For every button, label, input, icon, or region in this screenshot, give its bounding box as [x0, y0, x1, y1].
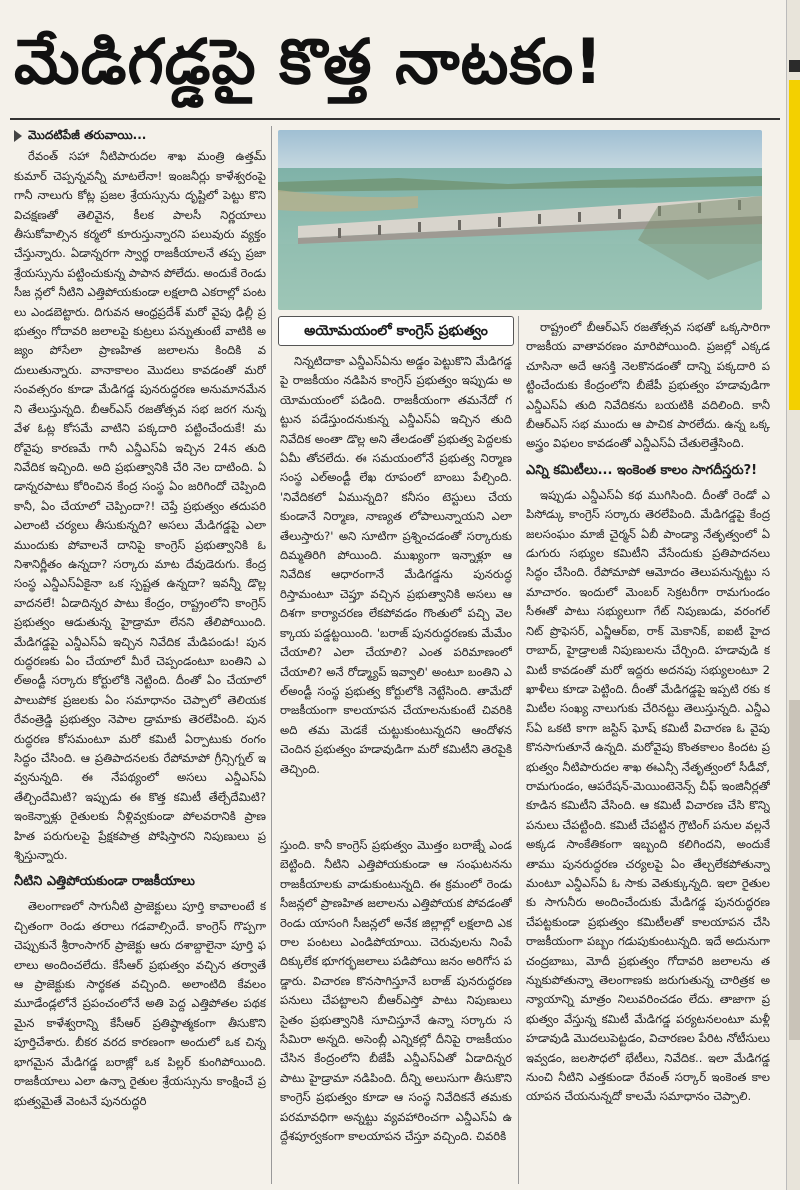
column-2-boxed-story: [280, 352, 512, 828]
subheading-committees: ఎన్ని కమిటీలు... ఇంకెంత కాలం సాగదీస్తరు?!: [526, 462, 758, 478]
column-1: [14, 126, 266, 1184]
column-3: [526, 318, 770, 1184]
jump-label: మొదటిపేజీ తరువాయి...: [28, 128, 147, 142]
headline: మేడిగడ్డపై కొత్త నాటకం!: [14, 25, 604, 98]
column-2-continued: [280, 836, 512, 1184]
barrage-image: [278, 130, 762, 310]
jump-arrow-icon: [14, 130, 22, 142]
body-paragraph: నిన్నటిదాకా ఎన్డీఎస్ఏను అడ్డం పెట్టుకొని మేడిగడ్డపై రాజకీయం నడిపిన కాంగ్రెస్ ప్రభుత్వం ఇప్పుడు అయోమయంలో పడింది. రాజకీయంగా తమనేదో గట్టున పడేస్తుందనుకున్న ఎన్డీఎస్ఏ ఇచ్చిన తుది నివేదిక అంతా డొల్ల అని తేలడంతో ప్రభుత్వ పెద్దలకు ఏమీ తోచలేదు. ఈ సమయంలోనే ప్రభుత్వ నిర్మాణ సంస్థ ఎల్అండ్టీ లేఖ రూపంలో బాంబు పేల్చింది. 'నివేదికలో ఏమున్నది? కనీసం టెస్టులు చేయకుండానే నిర్మాణ, నాణ్యత లోపాలున్నాయని ఎలా తేలుస్తారు?' అని సూటిగా ప్రశ్నించడంతో సర్కారుకు దిమ్మతిరిగి పోయింది. ముఖ్యంగా ఇన్నాళ్లూ ఆ నివేదిక ఆధారంగానే మేడిగడ్డను పునరుద్ధరిస్తామంటూ చెప్తూ వచ్చిన ప్రభుత్వానికి అసలు ఆ దిశగా కార్యాచరణ లేకపోవడం గొంతులో పచ్చి వెలక్కాయ పడ్డట్టయింది. 'బరాజ్ పునరుద్ధరణకు మేమేం చేయాలి? ఎలా చేయాలి? ఎంత పరిమాణంలో చేయాలి? అనే రోడ్మ్యాప్ ఇవ్వాలి' అంటూ బంతిని ఎల్అండ్టీ సంస్థ ప్రభుత్వ కోర్టులోకి నెట్టేసింది. తామేదో రాజకీయంగా కాలయాపన చేయాలనుకుంటే చివరికి అది తమ మెడకే చుట్టుకుంటున్నదని ఆందోళన చెందిన ప్రభుత్వం హడావుడిగా మరో కమిటీని తెరపైకి తెచ్చింది.: [280, 354, 512, 776]
body-paragraph: రాష్ట్రంలో బీఆర్ఎస్ రజతోత్సవ సభతో ఒక్కసారిగా రాజకీయ వాతావరణం మారిపోయింది. ప్రజల్లో ఎక్కడ చూసినా అదే ఆసక్తి నెలకొనడంతో దాన్ని పక్కదారి పట్టించేందుకు కేంద్రంలోని బీజేపీ ప్రభుత్వం హడావుడిగా ఎన్డీఎస్ఏ తుది నివేదికను బయటికి వదిలింది. కానీ బీఆర్ఎస్ సభ ముందు ఆ పాచిక పారలేదు. ఉన్న ఒక్క అస్త్రం విఫలం కావడంతో ఎన్డీఎస్ఏ చేతులెత్తేసింది.: [526, 320, 770, 451]
adjacent-ad-block: [789, 80, 800, 410]
body-paragraph: స్తుంది. కానీ కాంగ్రెస్ ప్రభుత్వం మొత్తం బరాజ్నే ఎండబెట్టింది. నీటిని ఎత్తిపోయకుండా ఆ సంఘటనను రాజకీయాలకు వాడుకుంటున్నది. ఈ క్రమంలో రెండు సీజన్లలో ప్రాణహిత జలాలను ఎత్తిపోయక పోవడంతో రెండు యాసంగి సీజన్లలో అనేక జిల్లాల్లో లక్షలాది ఎకరాల పంటలు ఎండిపోయాయి. చెరువులను నింపే దిక్కులేక భూగర్భజలాలు పడిపోయి జనం అరిగోస పడ్డారు. విచారణ కొనసాగిస్తూనే బరాజ్ పునరుద్ధరణ పనులు చేపట్టాలని బీఆర్ఎస్తో పాటు నిపుణులు సైతం ప్రభుత్వానికి సూచిస్తూనే ఉన్నా సర్కారు ససేమిరా అన్నది. అసెంబ్లీ ఎన్నికల్లో దీనిపై రాజకీయం చేసిన కేంద్రంలోని బీజేపీ ఎన్డీఎస్ఏతో ఏడాదిన్నర పాటు హైడ్రామా నడిపింది. దీన్ని అలుసుగా తీసుకొని కాంగ్రెస్ ప్రభుత్వం కూడా ఆ సంస్థ నివేదికనే తమకు పరమావధిగా అన్నట్టు వ్యవహారించగా ఎన్డీఎస్ఏ ఉద్దేశపూర్వకంగా కాలయాపన చేస్తూ వచ్చింది. చివరికి: [280, 838, 512, 1144]
headline-rule: [10, 118, 780, 120]
column-divider: [518, 316, 519, 1184]
continued-from-front-page: [14, 126, 266, 145]
sidebar-heading: అయోమయంలో కాంగ్రెస్ ప్రభుత్వం: [278, 316, 514, 346]
subheading-politics: నీటిని ఎత్తిపోయకుండా రాజకీయాలు: [14, 874, 195, 890]
adjacent-photo-block: [789, 700, 800, 1040]
adjacent-page-edge: [786, 0, 800, 1190]
barrage-photo: [278, 130, 762, 310]
column-divider: [271, 126, 272, 1184]
body-paragraph: ఇప్పుడు ఎన్డీఎస్ఏ కథ ముగిసింది. దీంతో రెండో ఎపిసోడ్కు కాంగ్రెస్ సర్కారు తెరలేపింది. మేడిగడ్డపై కేంద్ర జలసంఘం మాజీ చైర్మన్ ఏబీ పాండ్యా నేతృత్వంలో ఏడుగురు సభ్యుల కమిటీని వేసేందుకు ప్రతిపాదనలు సిద్ధం చేసింది. రేపోమాపో ఆమోదం తెలుపనున్నట్టు సమాచారం. ఇందులో మెంబర్ సెక్రటరీగా రామగుండం సీఈతో పాటు సభ్యులుగా గేట్ నిపుణుడు, వరంగల్ నిట్ ప్రొఫెసర్, ఎన్జీఆర్ఐ, రాక్ మెకానిక్, ఐఐటీ హైదరాబాద్, హైడ్రాలజీ నిపుణులను చేర్చింది. హడావుడి కమిటీ కావడంతో మరో ఇద్దరు అదనపు సభ్యులంటూ 2 ఖాళీలు కూడా పెట్టింది. దీంతో మేడిగడ్డపై ఇప్పటి రకు కమిటీల సంఖ్య నాలుగుకు చేరినట్టు తెలుస్తున్నది. ఎన్డీఎస్ఏ ఒకటి కాగా జస్టిస్ ఘోష్ కమిటీ విచారణ ఓ వైపు కొనసాగుతూనే ఉన్నది. మరోవైపు కొంతకాలం కిందట ప్రభుత్వం నీటిపారుదల శాఖ ఈఎన్సీ నేతృత్వంలో సీడీవో, రామగుండం, ఆపరేషన్-మెయింటెనెన్స్ చీఫ్ ఇంజినీర్లతో కూడిన కమిటీని వేసింది. ఆ కమిటీ విచారణ చేసి కొన్ని పనులు చేపట్టింది. కమిటీ చేపట్టిన గ్రౌటింగ్ పనుల వల్లనే అక్కడ సాంకేతికంగా ఇబ్బంది కలిగిందని, అందుకే తాము పునరుద్ధరణ చర్యలపై ఏం తేల్చలేకపోతున్నా మంటూ ఎన్డీఎస్ఏ ఓ సాకు వెతుక్కున్నది. ఇలా రైతులకు సాగునీరు అందించేందుకు మేడిగడ్డ పునరుద్ధరణ చేపట్టకుండా ప్రభుత్వం కమిటీలతో కాలయాపన చేసి రాజకీయంగా పబ్బం గడుపుకుంటున్నది. ఇదే అదునుగా చంద్రబాబు, మోదీ ప్రభుత్వం గోదావరి జలాలను తన్నుకుపోతున్నా తెలంగాణకు జరుగుతున్న చారిత్రక అన్యాయాన్ని మాత్రం నిలువరించడం లేదు. తాజాగా ప్రభుత్వం వేస్తున్న కమిటీ మేడిగడ్డ పర్యటనలంటూ మళ్లీ హడావుడి మొదలుపెట్టడం, విచారణల పేరిట నోటీసులు ఇవ్వడం, జలసౌధలో భేటీలు, నివేదిక.. ఇలా మేడిగడ్డ నుంచి నీటిని ఎత్తకుండా రేవంత్ సర్కార్ ఇంకెంత కాలయాపన చేయనున్నదో కాలమే సమాధానం చెప్పాలి.: [526, 487, 770, 1104]
body-paragraph: తెలంగాణలో సాగునీటి ప్రాజెక్టులు పూర్తి కావాలంటే కచ్చితంగా రెండు తరాలు గడవాల్సిందే. కాంగ్రెస్ గొప్పగా చెప్పుకునే శ్రీరాంసాగర్ ప్రాజెక్టు ఆరు దశాబ్దాలైనా పూర్తి ఫలాలు అందించలేదు. కేసీఆర్ ప్రభుత్వం వచ్చిన తర్వాతే ఆ ప్రాజెక్టుకు సార్థకత వచ్చింది. అలాంటిది కేవలం మూడేండ్లలోనే ప్రపంచంలోనే అతి పెద్ద ఎత్తిపోతల పథకమైన కాళేశ్వరాన్ని కేసీఆర్ ప్రతిష్ఠాత్మకంగా తీసుకొని పూర్తిచేశారు. బీకర వరద కారణంగా అందులో ఒక చిన్న భాగమైన మేడిగడ్డ బరాజ్లో ఒక పిల్లర్ కుంగిపోయింది. రాజకీయాలు ఎలా ఉన్నా రైతుల శ్రేయస్సును కాంక్షించే ప్రభుత్వమైతే వెంటనే పునరుద్ధరి: [14, 899, 266, 1108]
body-paragraph: రేవంత్ సహా నీటిపారుదల శాఖ మంత్రి ఉత్తమ్ కుమార్ చెప్పన్నవన్నీ మాటలేనా! ఇంజనీర్లు కాళేశ్వరంపై గానీ నాలుగు కోట్ల ప్రజల శ్రేయస్సును దృష్టిలో పెట్టు కొని విచక్షణతో తెలివైన, కీలక పాలసీ నిర్ణయాలు తీసుకోవాల్సిన కర్మలో కూరుస్తున్నారని పలువురు వ్యక్తం చేస్తున్నారు. ఏడాన్నరగా స్వార్థ రాజకీయాలనే తప్ప ప్రజా శ్రేయస్సును పట్టించుకున్న పాపాన పోలేదు. అందుకే రెండు సీజ న్లలో నీటిని ఎత్తిపోయకుండా లక్షలాది ఎకరాల్లో పంటలు ఎండబెట్టారు. దిగువన ఆంధ్రప్రదేశ్ మరో వైపు ఢిల్లీ ప్రభుత్వం గోదావరి జలాలపై కుట్రలు పన్నుతుంటే వాటికి అజ్యం పోసేలా ప్రాణహిత జలాలను కిందికి వదులుతున్నారు. వానాకాలం మొదలు కావడంతో మరో సంవత్సరం కూడా మేడిగడ్డ పునరుద్ధరణ అనుమానమేనని తేలుస్తున్నది. బీఆర్ఎస్ రజతోత్సవ సభ జరగ నున్న వేళ ఓట్ల కోసమే వాటిని పక్కదారి పట్టించేందుకే! మరోవైపు కారణమే గానీ ఎన్డీఎస్ఏ ఇచ్చిన 24న తుది నివేదిక ఇచ్చింది. అది ప్రభుత్వానికి చేరి నెల దాటింది. ఏడాన్నరపాటు కోరించిన కేంద్ర సంస్థ ఏం జరిగిందో చెప్పింది కానీ, ఏం చేయాలో చెప్పిందా?! చెప్తే ప్రభుత్వం తదుపరి ఎలాంటి చర్యలు తీసుకున్నది? అసలు మేడిగడ్డపై ఎలా ముందుకు పోవాలనే దానిపై కాంగ్రెస్ ప్రభుత్వానికి ఓ నిశానిర్ణీతం ఉన్నదా? సర్కారు మాట దేవుడెరుగు. కేంద్ర సంస్థ ఎన్డీఎస్ఏకైనా ఒక స్పష్టత ఉన్నదా? ఇవన్నీ డొల్ల వాదనలే! ఏడాదిన్నర పాటు కేంద్రం, రాష్ట్రంలోని కాంగ్రెస్ ప్రభుత్వం ఆడుతున్న హైడ్రామా లేనని తేలిపోయింది. మేడిగడ్డపై ఎన్డీఎస్ఏ ఇచ్చిన నివేదిక మేడిపండు! పునరుద్ధరణకు ఏం చేయాలో మీరే చెప్పండంటూ బంతిని ఎల్అండ్టీ సర్కారు కోర్టులోకి నెట్టింది. దీంతో ఏం చేయాలో పాలుపోక ప్రజలకు ఏం సమాధానం చెప్పాలో తెలియక రేవంత్రెడ్డి ప్రభుత్వం నెపాల డ్రామాకు తెరలేపింది. పునరుద్ధరణ కోసమంటూ మరో కమిటీ ఏర్పాటుకు రంగం సిద్ధం చేసింది. ఆ ప్రతిపాదనలకు రేపోమాపో గ్రీన్సిగ్నల్ ఇవ్వనున్నది. ఈ నేపథ్యంలో అసలు ఎన్డీఎస్ఏ తేల్చిందేమిటి? ఇప్పుడు ఈ కొత్త కమిటీ తేల్చేదేమిటి? ఇంకెన్నాళ్లు రైతులకు నీళ్లివ్వకుండా పోలవరానికి ప్రాణహిత పరుగులపై ప్రేక్షకపాత్ర పోషిస్తారని నిపుణులు ప్రశ్నిస్తున్నారు.: [14, 149, 266, 863]
adjacent-ad-strip: [789, 60, 800, 72]
